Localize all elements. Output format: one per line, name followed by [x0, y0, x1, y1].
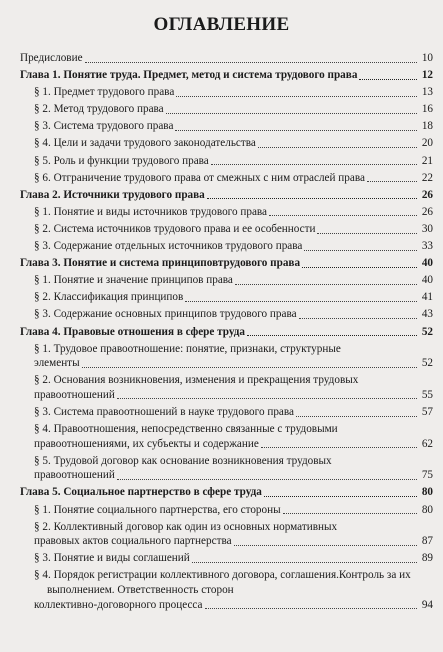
toc-section — [0, 85, 443, 100]
toc-chapter — [0, 68, 443, 83]
page-number: 94 — [421, 598, 433, 611]
toc-entry-text: § 1. Предмет трудового права — [34, 86, 175, 99]
toc-entry-text: Глава 5. Социальное партнерство в сфере труда — [20, 486, 262, 499]
dot-leader — [185, 301, 417, 302]
toc-entry-text: § 2. Метод трудового права — [34, 103, 164, 116]
table-of-contents — [0, 51, 443, 615]
dot-leader — [166, 113, 417, 114]
page-number: 52 — [421, 325, 433, 338]
dot-leader — [85, 62, 417, 63]
dot-leader — [247, 335, 417, 336]
toc-section — [0, 454, 443, 483]
dot-leader — [192, 562, 417, 563]
dot-leader — [211, 164, 417, 165]
toc-section — [0, 520, 443, 549]
dot-leader — [264, 496, 417, 497]
dot-leader — [367, 181, 417, 182]
toc-section — [0, 503, 443, 518]
toc-section — [0, 373, 443, 402]
toc-entry-text: Глава 3. Понятие и система принциповтрудового права — [20, 257, 301, 270]
toc-entry-text: Предисловие — [20, 52, 83, 64]
bleed-through-text — [150, 0, 440, 14]
dot-leader — [117, 398, 417, 399]
page-number: 26 — [421, 188, 433, 201]
toc-entry — [0, 51, 443, 66]
toc-chapter — [0, 256, 443, 271]
toc-chapter — [0, 188, 443, 203]
dot-leader — [261, 447, 417, 448]
toc-entry-text: § 1. Понятие и виды источников трудового права — [34, 205, 268, 218]
page-number: 87 — [421, 535, 433, 548]
page-number: 80 — [421, 486, 433, 499]
page-number: 21 — [421, 154, 433, 167]
toc-section — [0, 136, 443, 151]
page-number: 89 — [421, 552, 433, 565]
page-number: 33 — [421, 240, 433, 253]
page-number: 43 — [421, 308, 433, 321]
toc-chapter — [0, 485, 443, 500]
toc-entry-text: правоотношений — [34, 388, 115, 401]
page-number: 62 — [421, 437, 433, 450]
toc-entry-text: § 2. Основания возникновения, изменения и прекращения трудовых — [34, 374, 359, 387]
toc-entry-text: Контроль за их выполнением. Ответственность сторон — [47, 569, 411, 596]
toc-entry-text: § 2. Классификация принципов — [34, 291, 184, 304]
toc-entry-text: § 1. Трудовое правоотношение: понятие, признаки, структурные — [34, 342, 341, 355]
page-number: 26 — [421, 205, 433, 218]
dot-leader — [258, 147, 417, 148]
toc-section — [0, 422, 443, 451]
toc-entry-text: § 2. Коллективный договор как один из основных нормативных — [34, 520, 338, 533]
toc-section — [0, 171, 443, 186]
toc-entry-text: Глава 4. Правовые отношения в сфере труда — [20, 325, 246, 338]
toc-entry-text: элементы — [34, 357, 80, 370]
page-number: 80 — [421, 503, 433, 516]
page-number: 75 — [421, 469, 433, 482]
page-number: 13 — [421, 86, 433, 99]
dot-leader — [117, 479, 417, 480]
toc-entry-text: правоотношений — [34, 469, 115, 482]
toc-entry-text: коллективно-договорного процесса — [34, 598, 203, 611]
toc-section — [0, 342, 443, 371]
toc-section — [0, 307, 443, 322]
page-number: 40 — [421, 274, 433, 287]
dot-leader — [359, 79, 417, 80]
page-title: ОГЛАВЛЕНИЕ — [153, 14, 290, 35]
toc-entry-text: § 4. Цели и задачи трудового законодательства — [34, 137, 256, 150]
page-number: 41 — [421, 291, 433, 304]
page-number: 10 — [421, 52, 433, 64]
toc-entry-text: § 3. Система правоотношений в науке трудового права — [34, 405, 294, 418]
page-number: 16 — [421, 103, 433, 116]
dot-leader — [317, 233, 417, 234]
toc-entry-text: § 3. Содержание отдельных источников трудового права — [34, 240, 303, 253]
page-number: 20 — [421, 137, 433, 150]
dot-leader — [235, 284, 417, 285]
dot-leader — [269, 215, 417, 216]
toc-entry-text: § 3. Система трудового права — [34, 120, 174, 133]
toc-entry-text: § 3. Содержание основных принципов трудового права — [34, 308, 297, 321]
toc-section — [0, 551, 443, 566]
toc-section — [0, 154, 443, 169]
toc-entry-text: Глава 2. Источники трудового права — [20, 188, 205, 201]
dot-leader — [234, 545, 417, 546]
toc-section — [0, 205, 443, 220]
dot-leader — [299, 318, 417, 319]
page-number: 52 — [421, 357, 433, 370]
dot-leader — [283, 513, 417, 514]
toc-entry-text: § 4. Правоотношения, непосредственно связанные с трудовыми — [34, 423, 338, 436]
dot-leader — [176, 96, 417, 97]
toc-section — [0, 102, 443, 117]
toc-entry-text: § 6. Отграничение трудового права от смежных с ним отраслей права — [34, 171, 365, 184]
toc-section — [0, 119, 443, 134]
page-number: 55 — [421, 388, 433, 401]
toc-chapter — [0, 325, 443, 340]
toc-section — [0, 405, 443, 420]
page-number: 12 — [421, 69, 433, 82]
toc-section — [0, 239, 443, 254]
dot-leader — [175, 130, 417, 131]
toc-entry-text: § 1. Понятие социального партнерства, его стороны — [34, 503, 281, 516]
dot-leader — [302, 267, 417, 268]
toc-entry-text: § 5. Роль и функции трудового права — [34, 154, 209, 167]
toc-section — [0, 290, 443, 305]
dot-leader — [296, 416, 417, 417]
toc-entry-text: § 1. Понятие и значение принципов права — [34, 274, 233, 287]
toc-section — [0, 568, 443, 612]
page-number: 57 — [421, 405, 433, 418]
toc-entry-text: Глава 1. Понятие труда. Предмет, метод и система трудового права — [20, 69, 358, 82]
toc-entry-text: правоотношениями, их субъекты и содержание — [34, 437, 259, 450]
page-number: 22 — [421, 171, 433, 184]
toc-section — [0, 273, 443, 288]
dot-leader — [82, 367, 417, 368]
toc-entry-text: § 4. Порядок регистрации коллективного договора, соглашения. — [34, 569, 339, 582]
page-number: 30 — [421, 222, 433, 235]
dot-leader — [207, 198, 417, 199]
toc-entry-text: правовых актов социального партнерства — [34, 535, 232, 548]
dot-leader — [304, 250, 417, 251]
toc-section — [0, 222, 443, 237]
toc-entry-text: § 5. Трудовой договор как основание возникновения трудовых — [34, 454, 332, 467]
page-number: 40 — [421, 257, 433, 270]
toc-entry-text: § 2. Система источников трудового права и ее особенности — [34, 222, 316, 235]
page-number: 18 — [421, 120, 433, 133]
toc-entry-text: § 3. Понятие и виды соглашений — [34, 552, 190, 565]
dot-leader — [205, 608, 418, 609]
